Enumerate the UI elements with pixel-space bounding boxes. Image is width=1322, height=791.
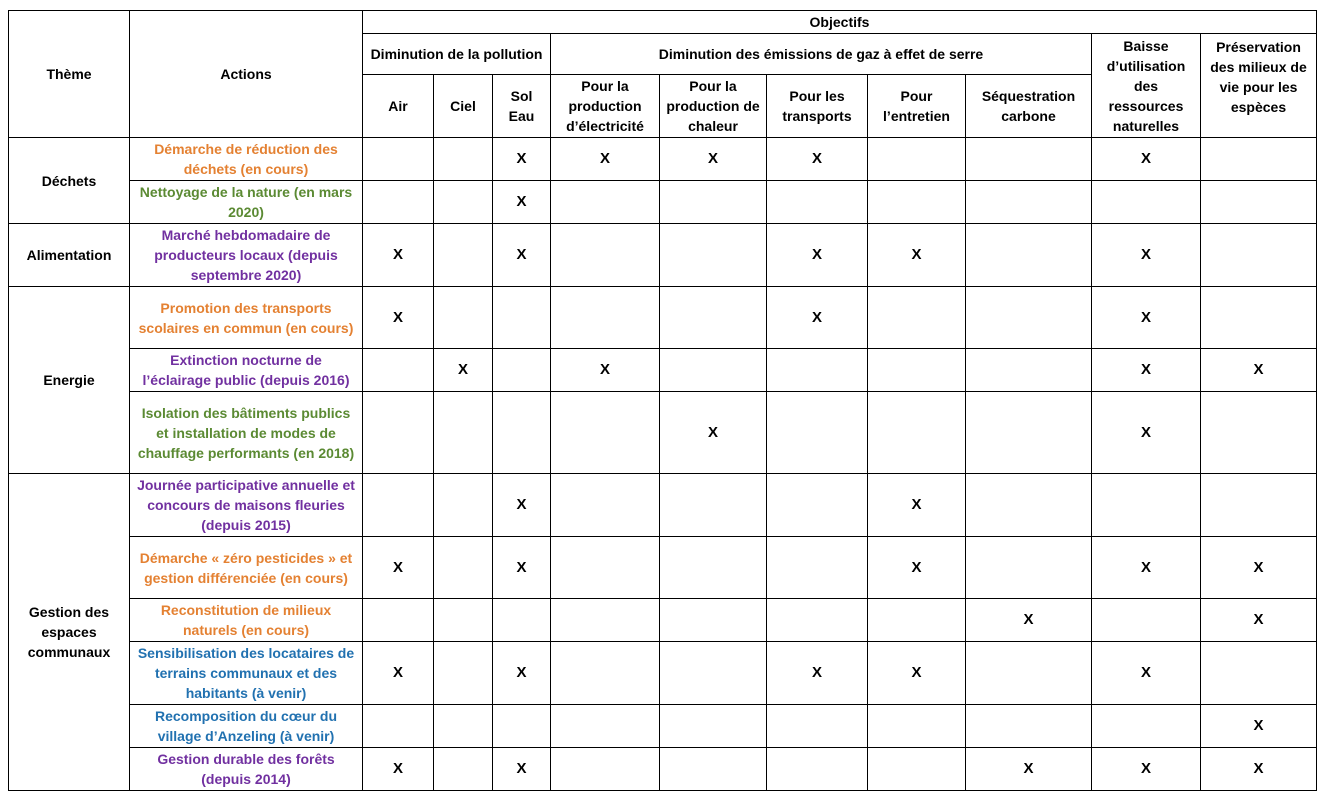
objective-mark-cell (493, 349, 551, 392)
objective-mark-cell (1092, 474, 1201, 537)
objective-mark-cell (434, 287, 493, 349)
objective-mark-cell (434, 748, 493, 791)
objective-mark-cell (767, 392, 868, 474)
objective-mark-cell: X (363, 537, 434, 599)
objective-mark-cell (660, 748, 767, 791)
objectives-table (8, 10, 1317, 791)
objective-mark-cell: X (868, 474, 966, 537)
table-row (9, 599, 1317, 642)
objective-mark-cell: X (1201, 349, 1317, 392)
objective-mark-cell: X (868, 224, 966, 287)
table-body (9, 138, 1317, 791)
objective-mark-cell (868, 392, 966, 474)
objective-mark-cell (493, 392, 551, 474)
action-cell: Nettoyage de la nature (en mars 2020) (130, 181, 363, 224)
objective-mark-cell (966, 181, 1092, 224)
header-sequestration: Séquestration carbone (966, 75, 1092, 138)
objective-mark-cell: X (1092, 349, 1201, 392)
objective-mark-cell (660, 599, 767, 642)
objective-mark-cell (966, 642, 1092, 705)
objective-mark-cell (767, 705, 868, 748)
objective-mark-cell (1201, 287, 1317, 349)
objective-mark-cell: X (767, 642, 868, 705)
action-cell: Recomposition du cœur du village d’Anzeling (à venir) (130, 705, 363, 748)
objective-mark-cell: X (493, 748, 551, 791)
table-row (9, 748, 1317, 791)
objective-mark-cell (868, 138, 966, 181)
objective-mark-cell (767, 537, 868, 599)
objective-mark-cell (660, 474, 767, 537)
objective-mark-cell (660, 287, 767, 349)
header-actions: Actions (130, 11, 363, 138)
objective-mark-cell: X (868, 642, 966, 705)
table-row (9, 349, 1317, 392)
objective-mark-cell (551, 474, 660, 537)
header-transports: Pour les transports (767, 75, 868, 138)
objective-mark-cell: X (767, 138, 868, 181)
objective-mark-cell (767, 599, 868, 642)
objective-mark-cell: X (1092, 138, 1201, 181)
objective-mark-cell: X (767, 224, 868, 287)
objective-mark-cell: X (966, 599, 1092, 642)
objective-mark-cell: X (363, 224, 434, 287)
objective-mark-cell: X (1092, 748, 1201, 791)
objective-mark-cell (551, 537, 660, 599)
header-theme: Thème (9, 11, 130, 138)
header-sol-eau: Sol Eau (493, 75, 551, 138)
objective-mark-cell (551, 748, 660, 791)
objective-mark-cell (363, 474, 434, 537)
objective-mark-cell: X (493, 181, 551, 224)
header-chaleur: Pour la production de chaleur (660, 75, 767, 138)
header-objectives: Objectifs (363, 11, 1317, 34)
objective-mark-cell: X (363, 642, 434, 705)
objective-mark-cell (660, 642, 767, 705)
objective-mark-cell (1201, 642, 1317, 705)
objective-mark-cell (1092, 599, 1201, 642)
objective-mark-cell (966, 224, 1092, 287)
theme-cell: Alimentation (9, 224, 130, 287)
objective-mark-cell (434, 181, 493, 224)
objective-mark-cell (1092, 181, 1201, 224)
objective-mark-cell (966, 705, 1092, 748)
theme-cell: Energie (9, 287, 130, 474)
objective-mark-cell (966, 537, 1092, 599)
table-row (9, 642, 1317, 705)
header-pollution: Diminution de la pollution (363, 34, 551, 75)
objective-mark-cell: X (660, 392, 767, 474)
objective-mark-cell (551, 287, 660, 349)
action-cell: Promotion des transports scolaires en commun (en cours) (130, 287, 363, 349)
header-resources: Baisse d’utilisation des ressources naturelles (1092, 34, 1201, 138)
objective-mark-cell (660, 349, 767, 392)
objective-mark-cell: X (493, 224, 551, 287)
objective-mark-cell (551, 224, 660, 287)
objective-mark-cell (434, 138, 493, 181)
table-row (9, 537, 1317, 599)
objective-mark-cell: X (1092, 224, 1201, 287)
objective-mark-cell: X (1092, 642, 1201, 705)
theme-cell: Déchets (9, 138, 130, 224)
objective-mark-cell (767, 349, 868, 392)
objective-mark-cell: X (1201, 705, 1317, 748)
objective-mark-cell (434, 392, 493, 474)
objective-mark-cell (1201, 181, 1317, 224)
objective-mark-cell (363, 349, 434, 392)
table-row (9, 181, 1317, 224)
objective-mark-cell (868, 181, 966, 224)
objective-mark-cell (660, 705, 767, 748)
objective-mark-cell: X (1092, 392, 1201, 474)
action-cell: Marché hebdomadaire de producteurs locaux (depuis septembre 2020) (130, 224, 363, 287)
objective-mark-cell: X (551, 138, 660, 181)
header-ges: Diminution des émissions de gaz à effet de serre (551, 34, 1092, 75)
objective-mark-cell: X (551, 349, 660, 392)
header-electricite: Pour la production d’électricité (551, 75, 660, 138)
objective-mark-cell: X (1201, 748, 1317, 791)
objective-mark-cell (660, 224, 767, 287)
objective-mark-cell (493, 599, 551, 642)
objective-mark-cell (868, 748, 966, 791)
objective-mark-cell (551, 392, 660, 474)
objective-mark-cell: X (363, 748, 434, 791)
objective-mark-cell: X (434, 349, 493, 392)
objective-mark-cell (868, 349, 966, 392)
table-row (9, 705, 1317, 748)
objective-mark-cell (551, 705, 660, 748)
objective-mark-cell (1201, 138, 1317, 181)
objective-mark-cell: X (767, 287, 868, 349)
objective-mark-cell (868, 599, 966, 642)
objective-mark-cell (434, 642, 493, 705)
header-entretien: Pour l’entretien (868, 75, 966, 138)
objective-mark-cell (966, 287, 1092, 349)
objective-mark-cell (767, 748, 868, 791)
table-row (9, 392, 1317, 474)
table-row (9, 474, 1317, 537)
objective-mark-cell (434, 474, 493, 537)
objective-mark-cell (1201, 474, 1317, 537)
objective-mark-cell: X (493, 138, 551, 181)
objective-mark-cell (363, 181, 434, 224)
objective-mark-cell: X (1092, 287, 1201, 349)
objective-mark-cell (363, 392, 434, 474)
objective-mark-cell: X (660, 138, 767, 181)
objective-mark-cell: X (1201, 537, 1317, 599)
objective-mark-cell (434, 705, 493, 748)
objective-mark-cell: X (966, 748, 1092, 791)
objective-mark-cell (493, 705, 551, 748)
action-cell: Démarche de réduction des déchets (en cours) (130, 138, 363, 181)
objective-mark-cell (966, 474, 1092, 537)
action-cell: Démarche « zéro pesticides » et gestion différenciée (en cours) (130, 537, 363, 599)
objective-mark-cell (551, 181, 660, 224)
objective-mark-cell (767, 181, 868, 224)
objective-mark-cell (363, 705, 434, 748)
action-cell: Extinction nocturne de l’éclairage public (depuis 2016) (130, 349, 363, 392)
action-cell: Reconstitution de milieux naturels (en cours) (130, 599, 363, 642)
objective-mark-cell (363, 138, 434, 181)
objective-mark-cell (966, 138, 1092, 181)
objective-mark-cell (551, 599, 660, 642)
header-habitats: Préservation des milieux de vie pour les espèces (1201, 34, 1317, 138)
objective-mark-cell: X (363, 287, 434, 349)
objective-mark-cell (1201, 224, 1317, 287)
objective-mark-cell (868, 705, 966, 748)
objective-mark-cell: X (1201, 599, 1317, 642)
action-cell: Isolation des bâtiments publics et installation de modes de chauffage performants (en 2018) (130, 392, 363, 474)
objective-mark-cell (434, 537, 493, 599)
objective-mark-cell (1092, 705, 1201, 748)
objective-mark-cell (868, 287, 966, 349)
table-row (9, 138, 1317, 181)
objective-mark-cell (1201, 392, 1317, 474)
objective-mark-cell: X (1092, 537, 1201, 599)
action-cell: Gestion durable des forêts (depuis 2014) (130, 748, 363, 791)
objective-mark-cell (966, 392, 1092, 474)
action-cell: Journée participative annuelle et concours de maisons fleuries (depuis 2015) (130, 474, 363, 537)
objective-mark-cell: X (493, 642, 551, 705)
objective-mark-cell: X (493, 474, 551, 537)
objective-mark-cell (434, 224, 493, 287)
table-row (9, 287, 1317, 349)
header-air: Air (363, 75, 434, 138)
header-ciel: Ciel (434, 75, 493, 138)
objective-mark-cell (660, 537, 767, 599)
objective-mark-cell (434, 599, 493, 642)
objective-mark-cell (767, 474, 868, 537)
objective-mark-cell: X (868, 537, 966, 599)
objective-mark-cell (660, 181, 767, 224)
action-cell: Sensibilisation des locataires de terrains communaux et des habitants (à venir) (130, 642, 363, 705)
objective-mark-cell (551, 642, 660, 705)
objective-mark-cell: X (493, 537, 551, 599)
theme-cell: Gestion des espaces communaux (9, 474, 130, 791)
objective-mark-cell (493, 287, 551, 349)
table-row (9, 224, 1317, 287)
objective-mark-cell (363, 599, 434, 642)
objective-mark-cell (966, 349, 1092, 392)
